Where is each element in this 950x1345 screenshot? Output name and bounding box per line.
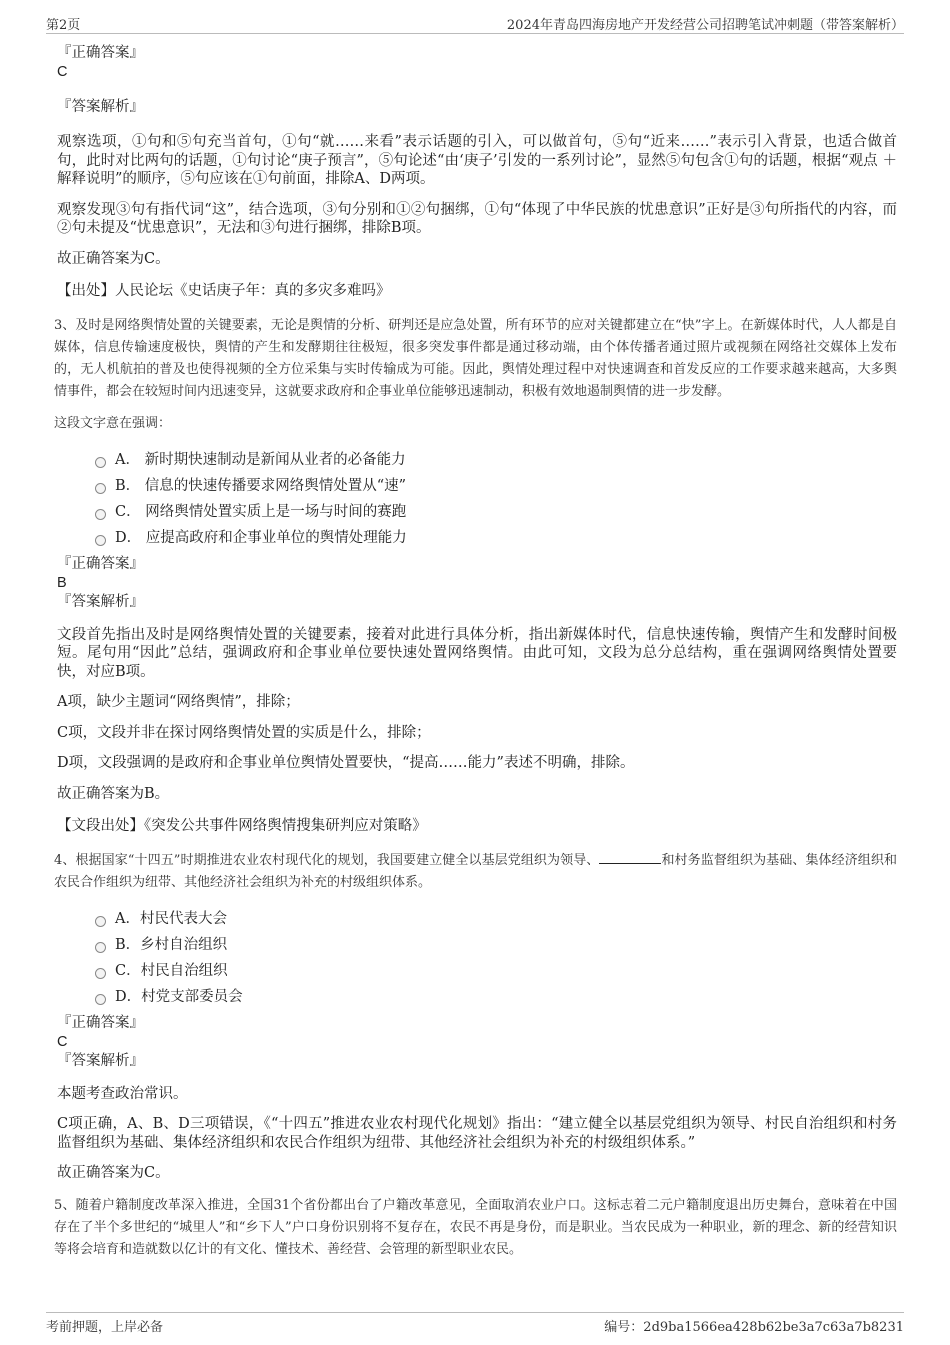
radio-icon[interactable] [95,994,106,1005]
option-c[interactable]: C．村民自治组织 [57,958,897,984]
option-b[interactable]: B．乡村自治组织 [57,932,897,958]
option-d[interactable]: D． 应提高政府和企事业单位的舆情处理能力 [57,525,897,551]
question-stem: 5、随着户籍制度改革深入推进，全国31个省份都出台了户籍改革意见，全面取消农业户口。这标志着二元户籍制度退出历史舞台，意味着在中国存在了半个多世纪的“城里人”和“乡下人”户口身份识别将不复存在，农民不再是身份，而是职业。当农民成为一种职业，新的理念、新的经营知识等将会培育和造就数以亿计的有文化、懂技术、善经营、会管理的新型职业农民。 [54,1197,897,1257]
radio-icon[interactable] [95,916,106,927]
option-a[interactable]: A．村民代表大会 [57,906,897,932]
answer-conclusion: 故正确答案为C。 [57,250,170,267]
source-citation: 【文段出处】《突发公共事件网络舆情搜集研判应对策略》 [57,818,427,834]
radio-icon[interactable] [95,535,106,546]
analysis-paragraph: A项，缺少主题词“网络舆情”，排除； [57,694,300,710]
page-number: 第2页 [46,18,81,33]
analysis-label: 『答案解析』 [57,1052,144,1069]
answer-conclusion: 故正确答案为B。 [57,785,170,802]
radio-icon[interactable] [95,942,106,953]
question-prompt: 这段文字意在强调： [54,415,172,431]
document-title: 2024年青岛四海房地产开发经营公司招聘笔试冲刺题（带答案解析） [506,18,904,33]
radio-icon[interactable] [95,457,106,468]
option-d[interactable]: D．村党支部委员会 [57,984,897,1010]
option-list [57,447,897,551]
radio-icon[interactable] [95,968,106,979]
page-header [46,12,904,34]
page-content [54,44,897,1261]
analysis-paragraph: 观察发现③句有指代词“这”，结合选项，③句分别和①②句捆绑，①句“体现了中华民族的忧患意识”正好是③句所指代的内容，而②句未提及“忧患意识”，无法和③句进行捆绑，排除B项。 [57,201,897,236]
option-c[interactable]: C． 网络舆情处置实质上是一场与时间的赛跑 [57,499,897,525]
correct-answer-label: 『正确答案』 [57,1014,144,1031]
correct-answer-value: C [57,1033,68,1050]
radio-icon[interactable] [95,483,106,494]
correct-answer-label: 『正确答案』 [57,45,144,61]
page-footer [46,1312,904,1334]
analysis-paragraph: C项正确，A、B、D三项错误，《“十四五”推进农业农村现代化规划》指出：“建立健全以基层党组织为领导、村民自治组织和村务监督组织为基础、集体经济组织和农民合作组织为纽带、其他经济社会组织为补充的村级组织体系。” [57,1116,897,1151]
fill-in-blank [599,852,661,864]
correct-answer-value: B [57,574,67,591]
analysis-paragraph: 文段首先指出及时是网络舆情处置的关键要素，接着对此进行具体分析，指出新媒体时代，信息快速传输，舆情产生和发酵时间极短。尾句用“因此”总结，强调政府和企事业单位要快速处置网络舆情。由此可知，文段为总分总结构，重在强调网络舆情处置要快，对应B项。 [57,626,897,680]
radio-icon[interactable] [95,509,106,520]
question-stem: 4、根据国家“十四五”时期推进农业农村现代化的规划，我国要建立健全以基层党组织为领导、 和村务监督组织为基础、集体经济组织和农民合作组织为纽带、其他经济社会组织为补充的村级组织体系。 [54,852,897,890]
document-code: 编号：2d9ba1566ea428b62be3a7c63a7b8231 [604,1320,904,1335]
analysis-paragraph: 观察选项，①句和⑤句充当首句，①句“就……来看”表示话题的引入，可以做首句，⑤句“近来……”表示引入背景，也适合做首句，此时对比两句的话题，①句讨论“庚子预言”，⑤句论述“由‘庚子’引发的一系列讨论”，显然⑤句包含①句的话题，根据“观点 ＋ 解释说明”的顺序，⑤句应该在①句前面，排除A、D两项。 [57,134,897,187]
question-stem: 3、及时是网络舆情处置的关键要素，无论是舆情的分析、研判还是应急处置，所有环节的应对关键都建立在“快”字上。在新媒体时代，人人都是自媒体，信息传输速度极快，舆情的产生和发酵期往往极短，很多突发事件都是通过移动端，由个体传播者通过照片或视频在网络社交媒体上发布的，无人机航拍的普及也使得视频的全方位采集与实时传输成为可能。因此，舆情处理过程中对快速调查和首发反应的工作要求越来越高，大多舆情事件，都会在较短时间内迅速变异，这就要求政府和企事业单位能够迅速制动，积极有效地遏制舆情的进一步发酵。 [54,317,897,399]
footer-slogan: 考前押题，上岸必备 [46,1320,164,1335]
analysis-label: 『答案解析』 [57,99,144,115]
option-a[interactable]: A． 新时期快速制动是新闻从业者的必备能力 [57,447,897,473]
analysis-label: 『答案解析』 [57,593,144,610]
correct-answer-label: 『正确答案』 [57,555,144,572]
analysis-paragraph: C项，文段并非在探讨网络舆情处置的实质是什么，排除； [57,724,431,741]
source-citation: 【出处】人民论坛《史话庚子年：真的多灾多难吗》 [57,283,391,299]
correct-answer-value: C [57,64,68,80]
analysis-paragraph: 本题考查政治常识。 [57,1085,188,1102]
option-list [57,906,897,1010]
analysis-paragraph: D项，文段强调的是政府和企事业单位舆情处置要快，“提高……能力”表述不明确，排除。 [57,755,635,771]
answer-conclusion: 故正确答案为C。 [57,1165,170,1181]
option-b[interactable]: B． 信息的快速传播要求网络舆情处置从“速” [57,473,897,499]
